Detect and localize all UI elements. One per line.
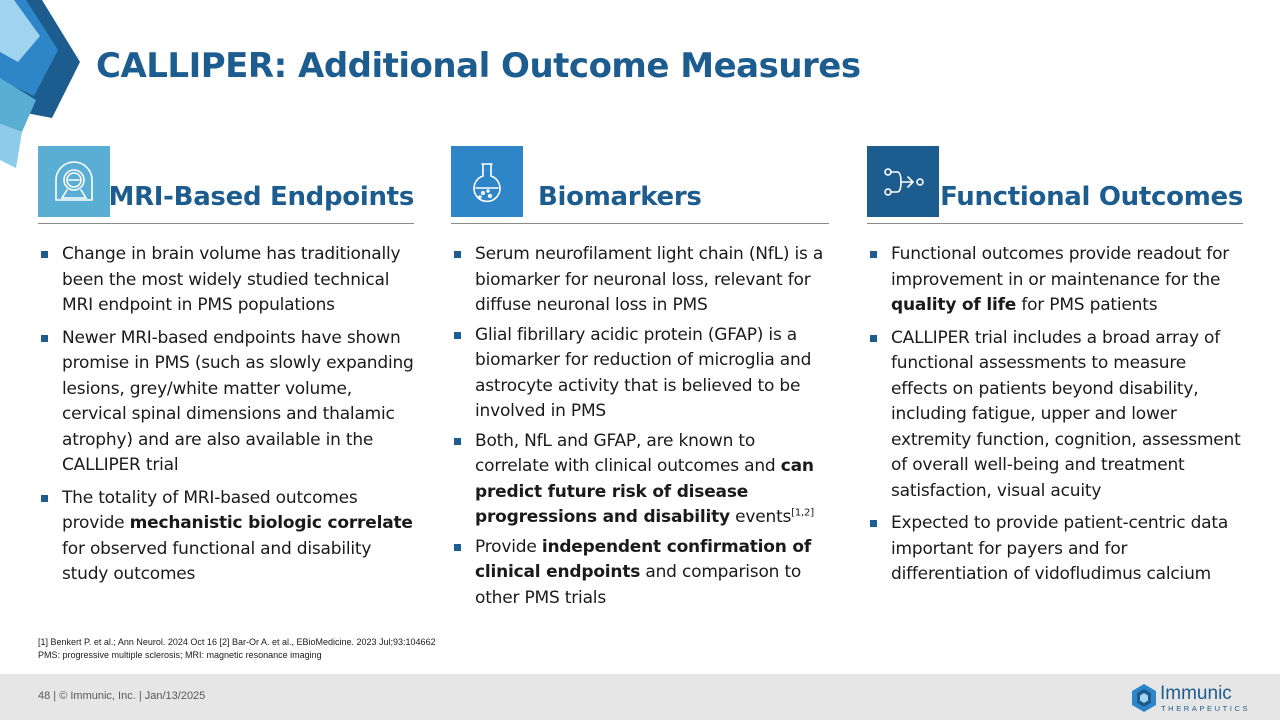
bullet-item xyxy=(867,511,1243,588)
company-logo xyxy=(1132,682,1251,714)
bullet-text: Change in brain volume has traditionally been the most widely studied technical MRI endpoint in PMS populations xyxy=(62,244,401,315)
bullet-item xyxy=(451,323,829,425)
bullet-item xyxy=(38,242,414,319)
bullet-item xyxy=(38,326,414,479)
bullet-list xyxy=(867,242,1243,588)
column-header xyxy=(38,146,414,224)
bullet-text: events xyxy=(729,507,792,527)
bullet-item xyxy=(451,242,829,319)
citation-superscript: [1,2] xyxy=(791,507,814,519)
bold-text: independent confirmation of clinical endpoints xyxy=(475,536,812,582)
footnotes xyxy=(38,636,436,662)
page-title: CALLIPER: Additional Outcome Measures xyxy=(96,46,861,86)
bullet-item xyxy=(867,242,1243,319)
bold-text: quality of life xyxy=(891,295,1017,315)
corner-decoration xyxy=(0,0,90,170)
logo-name: Immunic xyxy=(1160,683,1232,704)
flask-icon xyxy=(451,146,523,217)
bullet-list xyxy=(451,242,829,611)
bullet-item xyxy=(867,326,1243,505)
column-functional xyxy=(867,146,1243,595)
column-header xyxy=(451,146,829,224)
column-heading: MRI-Based Endpoints xyxy=(108,182,414,212)
bullet-text: Newer MRI-based endpoints have shown promise in PMS (such as slowly expanding lesions, grey/white matter volume, cervical spinal dimensions and thalamic atrophy) and are also available in the CALLIPER trial xyxy=(62,327,414,475)
column-mri xyxy=(38,146,414,595)
bullet-text: Both, NfL and GFAP, are known to correlate with clinical outcomes and xyxy=(475,430,781,476)
footer-text: 48 | © Immunic, Inc. | Jan/13/2025 xyxy=(38,690,206,702)
bold-text: can predict future risk of disease progressions and disability xyxy=(475,456,814,527)
logo-subtitle: THERAPEUTICS xyxy=(1161,704,1251,713)
column-heading: Biomarkers xyxy=(538,182,702,212)
bullet-list xyxy=(38,242,414,588)
bold-text: mechanistic biologic correlate xyxy=(129,513,413,533)
abbreviations: PMS: progressive multiple sclerosis; MRI: magnetic resonance imaging xyxy=(38,650,322,660)
flow-connector-icon xyxy=(867,146,939,217)
bullet-item xyxy=(38,486,414,588)
bullet-text: The totality of MRI-based outcomes provide xyxy=(62,487,358,533)
bullet-text: CALLIPER trial includes a broad array of functional assessments to measure effects on patients beyond disability, including fatigue, upper and lower extremity function, cognition, assessment of overall well-being and treatment satisfaction, visual acuity xyxy=(891,327,1241,501)
logo-mark-icon xyxy=(1132,684,1156,712)
column-header xyxy=(867,146,1243,224)
column-heading: Functional Outcomes xyxy=(940,182,1243,212)
bullet-text: for observed functional and disability study outcomes xyxy=(62,538,372,584)
bullet-item xyxy=(451,535,829,612)
bullet-text: Serum neurofilament light chain (NfL) is a biomarker for neuronal loss, relevant for diffuse neuronal loss in PMS xyxy=(475,244,824,315)
bullet-item xyxy=(451,429,829,531)
references: [1] Benkert P. et al.; Ann Neurol. 2024 Oct 16 [2] Bar-Or A. et al., EBioMedicine. 2023 Jul;93:104662 xyxy=(38,637,436,647)
bullet-text: and comparison to other PMS trials xyxy=(475,562,802,608)
footer-bar xyxy=(0,674,1280,720)
column-biomarkers xyxy=(451,146,829,615)
bullet-text: Functional outcomes provide readout for improvement in or maintenance for the xyxy=(891,244,1230,290)
bullet-text: Provide xyxy=(475,536,542,557)
bullet-text: Expected to provide patient-centric data important for payers and for differentiation of vidofludimus calcium xyxy=(891,513,1229,584)
bullet-text: Glial fibrillary acidic protein (GFAP) is a biomarker for reduction of microglia and astrocyte activity that is believed to be involved in PMS xyxy=(475,324,812,421)
mri-scanner-icon xyxy=(38,146,110,217)
bullet-text: for PMS patients xyxy=(1016,295,1158,315)
